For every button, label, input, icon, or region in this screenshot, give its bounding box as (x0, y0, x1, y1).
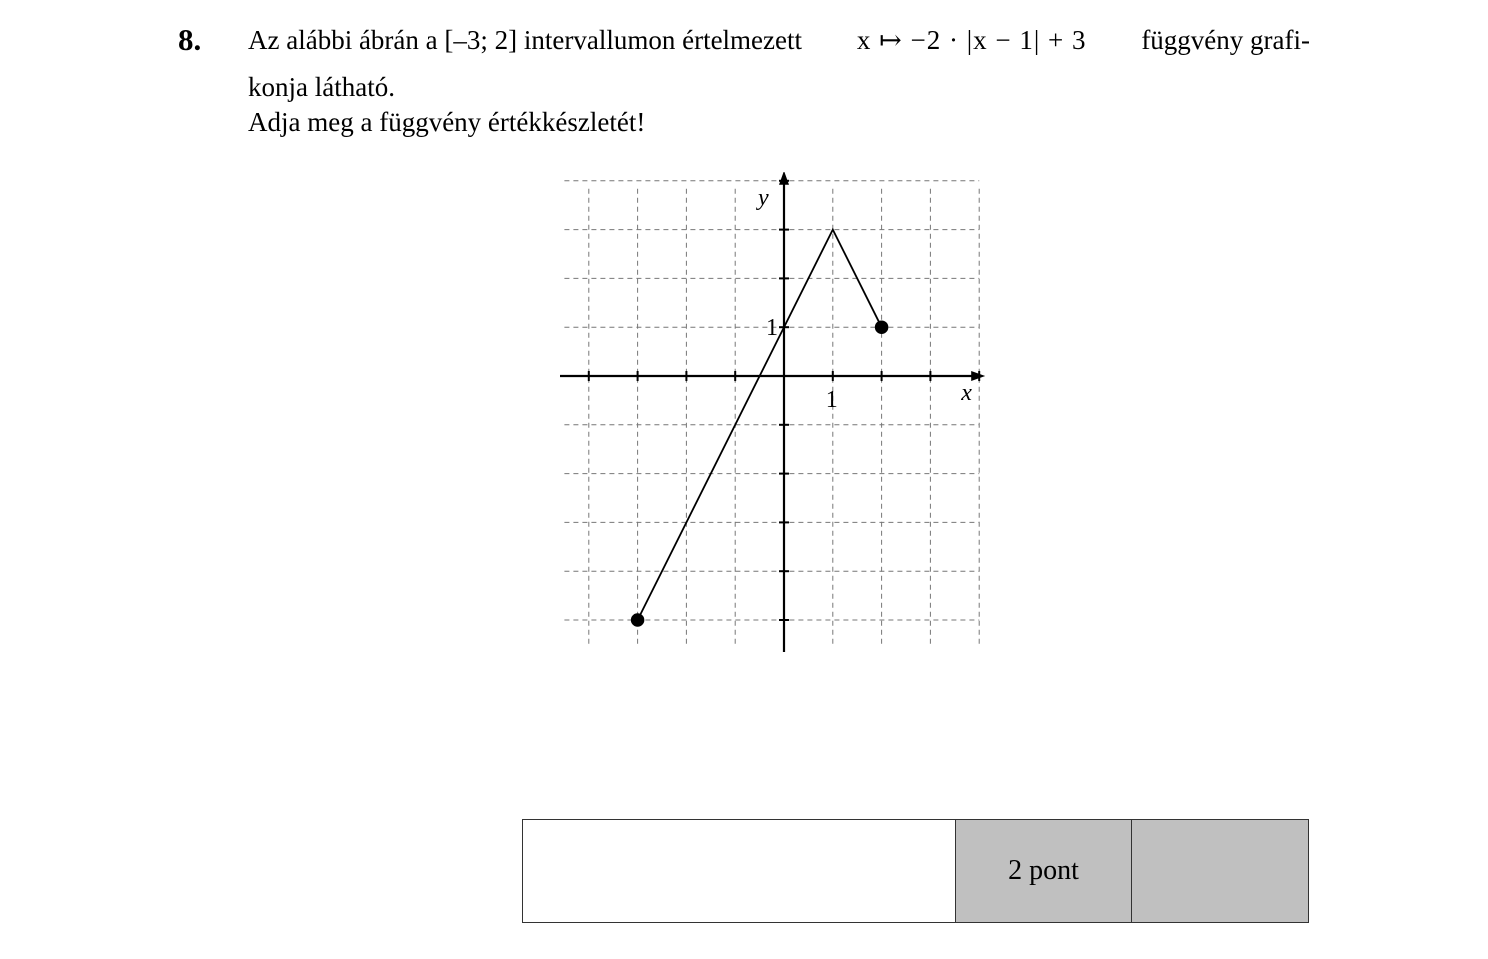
question-number: 8. (178, 22, 202, 57)
y-axis-arrow (779, 172, 789, 185)
score-table (522, 819, 1309, 923)
y-axis-label: y (758, 184, 769, 211)
axes (560, 172, 985, 652)
endpoint-dot (876, 321, 888, 333)
earned-points-cell[interactable] (1132, 820, 1309, 923)
x-tick-label: 1 (825, 387, 838, 413)
series (632, 230, 888, 626)
y-tick-label: 1 (766, 315, 778, 342)
function-formula: x ↦ −2 · |x − 1| + 3 (856, 25, 1087, 55)
function-graph (560, 172, 1000, 652)
question-line-1 (248, 25, 1310, 56)
question-line-3: Adja meg a függvény értékkészletét! (248, 107, 646, 137)
grid (564, 181, 979, 645)
question-line-2: konja látható. (248, 72, 395, 102)
question-text-end: függvény grafi- (1141, 25, 1310, 55)
endpoint-dot (632, 614, 644, 626)
x-axis-label: x (961, 380, 972, 406)
question-text-start: Az alábbi ábrán a [–3; 2] intervallumon értelmezett (248, 25, 803, 55)
points-cell: 2 pont (956, 820, 1132, 923)
answer-cell[interactable] (523, 820, 956, 923)
